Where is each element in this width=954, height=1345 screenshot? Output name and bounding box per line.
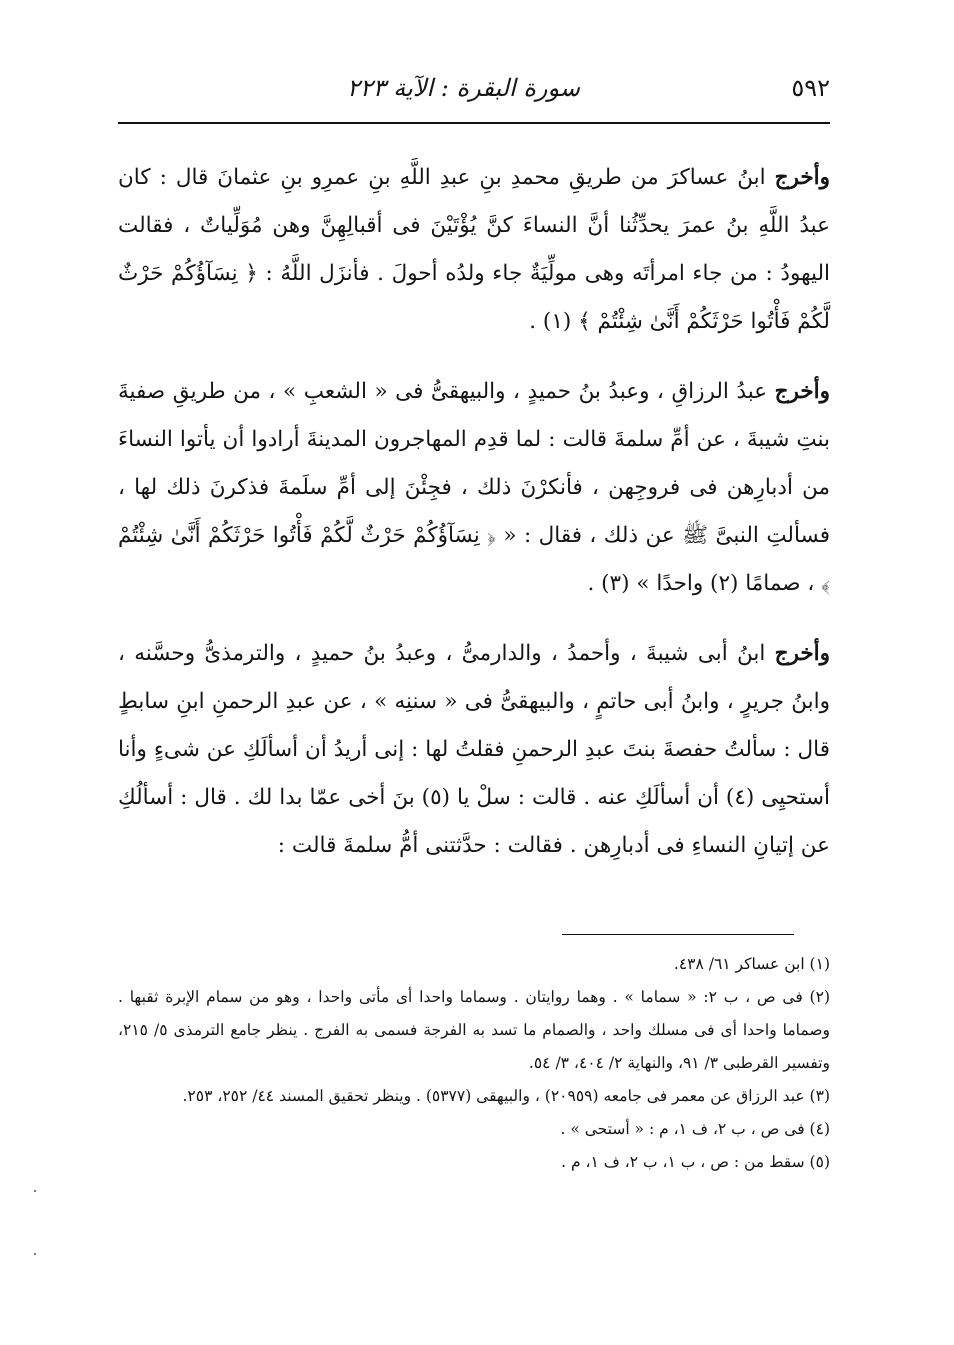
footnote-1: (١) ابن عساكر ٦١/ ٤٣٨. xyxy=(673,955,830,973)
footnote-2: (٢) فى ص ، ب ٢: « سماما » . وهما روايتان . وسماما واحدا أى مأتى واحدا ، وهو من سمام الإبرة ثقبها . وصماما واحدا أى فى مسلك واحد ، والصمام ما تسد به الفرجة فسمى به الفرج . ينظر جامع الترمذى ٥/ ٢١٥، وتفسير القرطبى ٣/ ٩١، والنهاية ٢/ ٤٠٤، ٣/ ٥٤. xyxy=(118,988,830,1072)
paragraph-lead-word: وأخرج xyxy=(774,641,830,666)
footnote-3: (٣) عبد الرزاق عن معمر فى جامعه (٢٠٩٥٩) ، والبيهقى (٥٣٧٧) . وينظر تحقيق المسند ٤٤/ ٢٥٢، ٢٥٣. xyxy=(182,1087,830,1105)
page-header xyxy=(118,66,830,114)
scan-speck xyxy=(34,1190,36,1192)
main-text xyxy=(118,154,830,892)
paragraph xyxy=(118,630,830,870)
scan-speck xyxy=(34,1253,36,1255)
footnote-4: (٤) فى ص ، ب ٢، ف ١، م : « أستحى » . xyxy=(560,1120,830,1138)
page-number: ٥٩٢ xyxy=(791,74,830,102)
paragraph-text: عبدُ الرزاقِ ، وعبدُ بنُ حميدٍ ، والبيهقىُّ فى « الشعبِ » ، من طريقِ صفيةَ بنتِ شيبةَ ، عن أمِّ سلمةَ قالت : لما قدِم المهاجرون المدينةَ أرادوا أن يأتوا النساءَ من أدبارِهن فى فروجِهن ، فأنكرْنَ ذلك ، فجِئْنَ إلى أمِّ سلَمةَ فذكرنَ ذلك لها ، فسألتِ النبىَّ ﷺ عن ذلك ، فقال : « ﴿ نِسَآؤُكُمْ حَرْثٌ لَّكُمْ فَأْتُوا حَرْثَكُمْ أَنَّىٰ شِئْتُمْ ﴾ ، صمامًا (٢) واحدًا » (٣) . xyxy=(118,379,830,596)
footnote-separator xyxy=(562,934,794,935)
paragraph-text: ابنُ عساكرَ من طريقِ محمدِ بنِ عبدِ اللَّهِ بنِ عمرِو بنِ عثمانَ قال : كان عبدُ اللَّهِ بنُ عمرَ يحدِّثُنا أنَّ النساءَ كنَّ يُؤْتَيْنَ فى أقبالِهِنَّ وهن مُوَلِّياتٌ ، فقالت اليهودُ : من جاء امرأتَه وهى مولِّيَةٌ جاء ولدُه أحولَ . فأنزَل اللَّهُ : ﴿ نِسَآؤُكُمْ حَرْثٌ لَّكُمْ فَأْتُوا حَرْثَكُمْ أَنَّىٰ شِئْتُمْ ﴾ (١) . xyxy=(118,165,830,334)
paragraph-text: ابنُ أبى شيبةَ ، وأحمدُ ، والدارمىُّ ، وعبدُ بنُ حميدٍ ، والترمذىُّ وحسَّنه ، وابنُ جريرٍ ، وابنُ أبى حاتمٍ ، والبيهقىُّ فى « سننِه » ، عن عبدِ الرحمنِ ابنِ سابطٍ قال : سألتُ حفصةَ بنتَ عبدِ الرحمنِ فقلتُ لها : إنى أريدُ أن أسألَكِ عن شىءٍ وأنا أستحيِى (٤) أن أسألَكِ عنه . قالت : سلْ يا (٥) بنَ أخى عمّا بدا لك . قال : أسألُكِ عن إتيانِ النساءِ فى أدبارِهن . فقالت : حدَّثتنى أمُّ سلمةَ قالت : xyxy=(118,641,831,858)
footnote-5: (٥) سقط من : ص ، ب ١، ب ٢، ف ١، م . xyxy=(561,1153,830,1171)
header-rule xyxy=(118,122,830,124)
paragraph xyxy=(118,154,830,346)
running-title: سورة البقرة : الآية ٢٢٣ xyxy=(346,74,580,102)
paragraph-lead-word: وأخرج xyxy=(774,379,830,404)
paragraph-lead-word: وأخرج xyxy=(774,165,830,190)
paragraph xyxy=(118,368,830,608)
footnotes xyxy=(118,948,830,1179)
